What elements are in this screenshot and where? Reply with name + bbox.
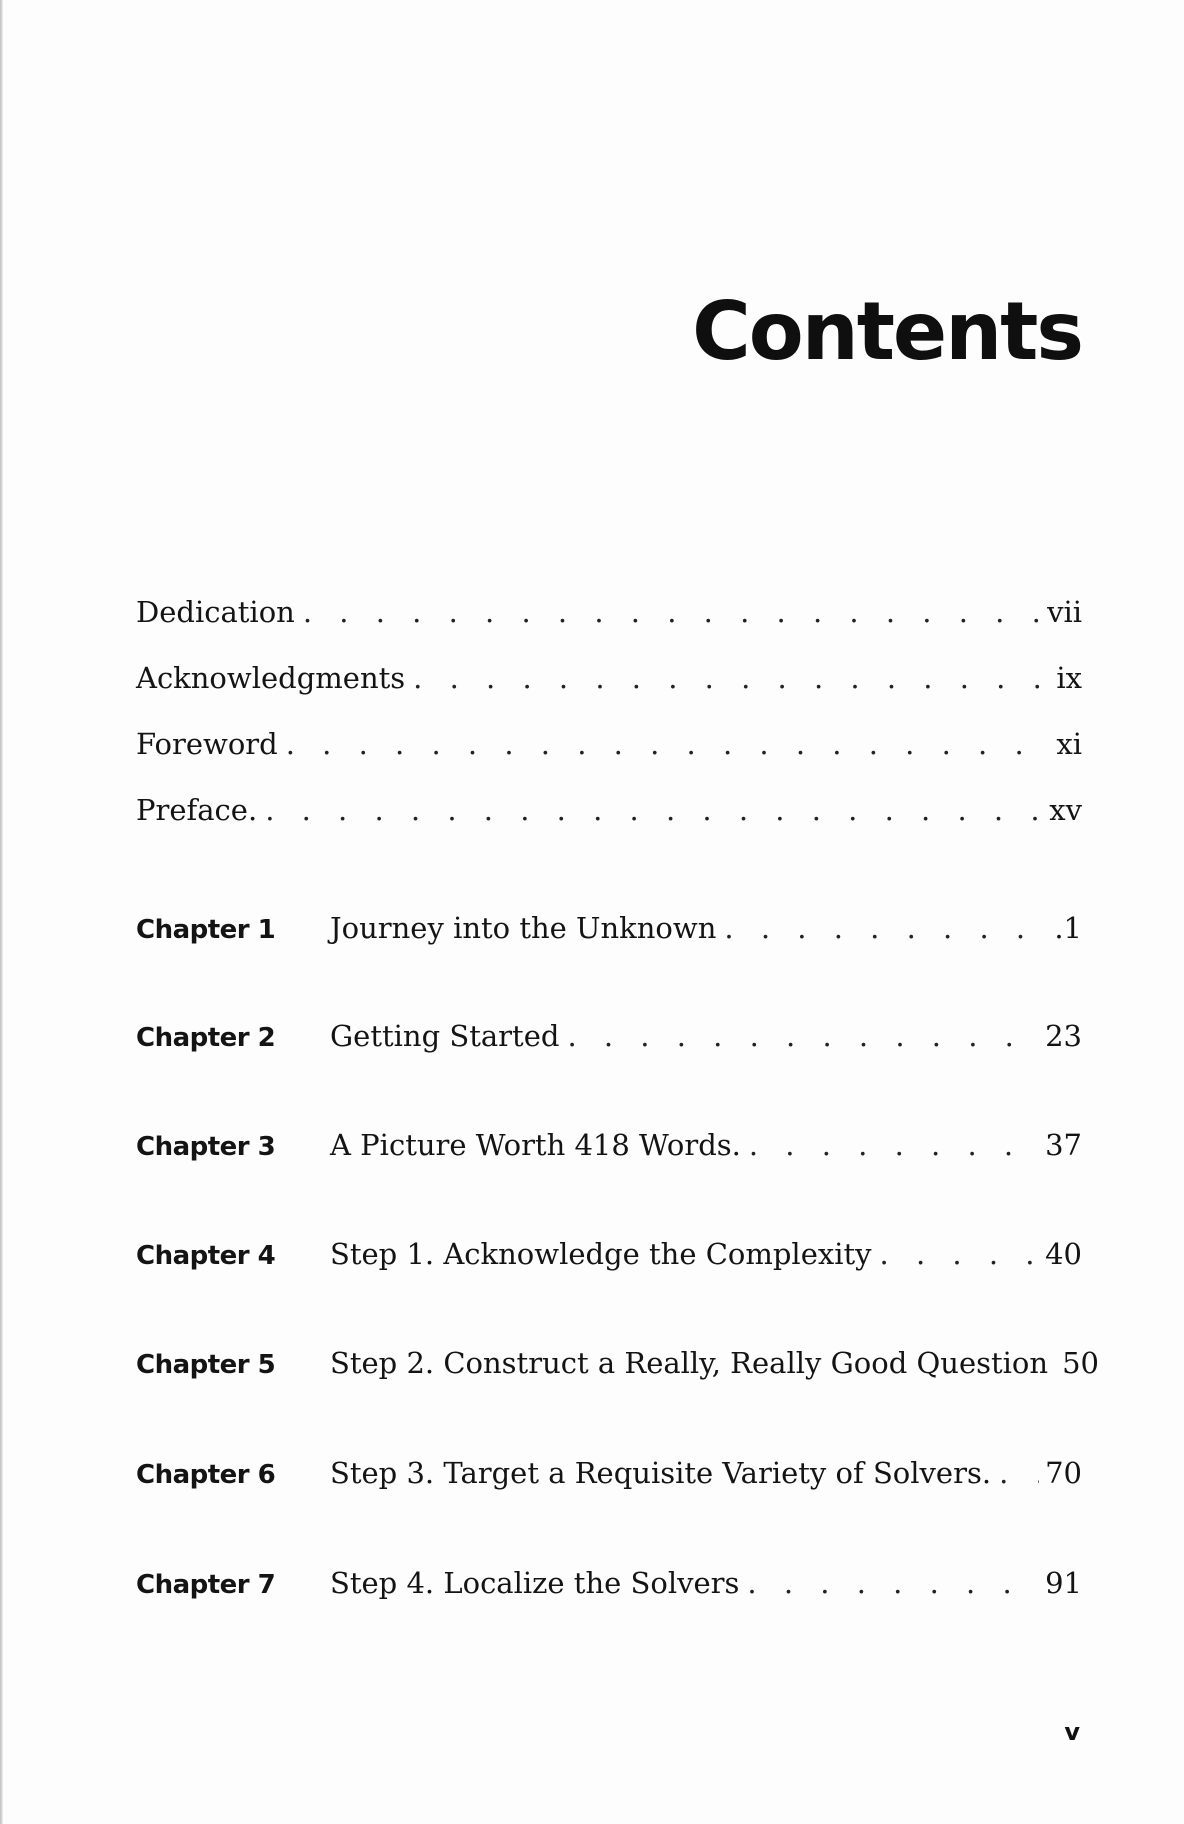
- toc-chapter-7: [136, 1563, 1082, 1603]
- toc-page-number: 40: [1045, 1237, 1082, 1271]
- chapter-number: Chapter 6: [136, 1460, 276, 1490]
- chapter-title: Step 1. Acknowledge the Complexity: [330, 1237, 872, 1271]
- toc-page-number: 23: [1045, 1019, 1082, 1053]
- toc-chapter-4: [136, 1234, 1082, 1274]
- toc-page-number: 91: [1045, 1566, 1082, 1600]
- chapter-title: Journey into the Unknown: [330, 911, 717, 945]
- toc-page-number: 70: [1045, 1456, 1082, 1490]
- chapter-number: Chapter 7: [136, 1570, 276, 1600]
- chapter-title: Step 4. Localize the Solvers: [330, 1566, 740, 1600]
- toc-entry-label: Acknowledgments: [136, 661, 406, 695]
- page-binding-edge: [0, 0, 3, 1824]
- dot-leader: [749, 1125, 1039, 1165]
- dot-leader: [999, 1453, 1039, 1493]
- chapter-title: A Picture Worth 418 Words.: [330, 1128, 741, 1162]
- toc-entry-foreword: [136, 724, 1082, 764]
- page-title: Contents: [692, 285, 1082, 378]
- dot-leader: [567, 1016, 1039, 1056]
- toc-page-number: ix: [1056, 661, 1082, 695]
- dot-leader: [747, 1563, 1039, 1603]
- chapter-title: Getting Started: [330, 1019, 560, 1053]
- chapter-number: Chapter 3: [136, 1132, 276, 1162]
- toc-entry-label: Preface.: [136, 793, 258, 827]
- chapter-number: Chapter 5: [136, 1350, 276, 1380]
- toc-page-number: xv: [1049, 793, 1082, 827]
- dot-leader: [265, 790, 1043, 830]
- chapter-title: Step 3. Target a Requisite Variety of Solvers.: [330, 1456, 992, 1490]
- dot-leader: [303, 592, 1041, 632]
- toc-page-number: .1: [1054, 911, 1082, 945]
- toc-chapter-2: [136, 1016, 1082, 1056]
- chapter-number: Chapter 4: [136, 1241, 276, 1271]
- toc-page-number: 37: [1045, 1128, 1082, 1162]
- toc-entry-label: Foreword: [136, 727, 278, 761]
- toc-chapter-6: [136, 1453, 1082, 1493]
- chapter-title: Step 2. Construct a Really, Really Good Question: [330, 1346, 1049, 1380]
- toc-chapter-1: [136, 908, 1082, 948]
- toc-chapter-3: [136, 1125, 1082, 1165]
- page-folio: v: [1064, 1718, 1080, 1746]
- dot-leader: [724, 908, 1048, 948]
- chapter-number: Chapter 2: [136, 1023, 276, 1053]
- toc-page-number: vii: [1047, 595, 1082, 629]
- toc-chapter-5: [136, 1343, 1099, 1383]
- toc-entry-acknowledgments: [136, 658, 1082, 698]
- chapter-number: Chapter 1: [136, 915, 276, 945]
- toc-page-number: 50: [1062, 1346, 1099, 1380]
- dot-leader: [286, 724, 1051, 764]
- dot-leader: [880, 1234, 1040, 1274]
- dot-leader: [413, 658, 1050, 698]
- toc-entry-label: Dedication: [136, 595, 295, 629]
- toc-entry-dedication: [136, 592, 1082, 632]
- toc-entry-preface: [136, 790, 1082, 830]
- toc-page-number: xi: [1056, 727, 1082, 761]
